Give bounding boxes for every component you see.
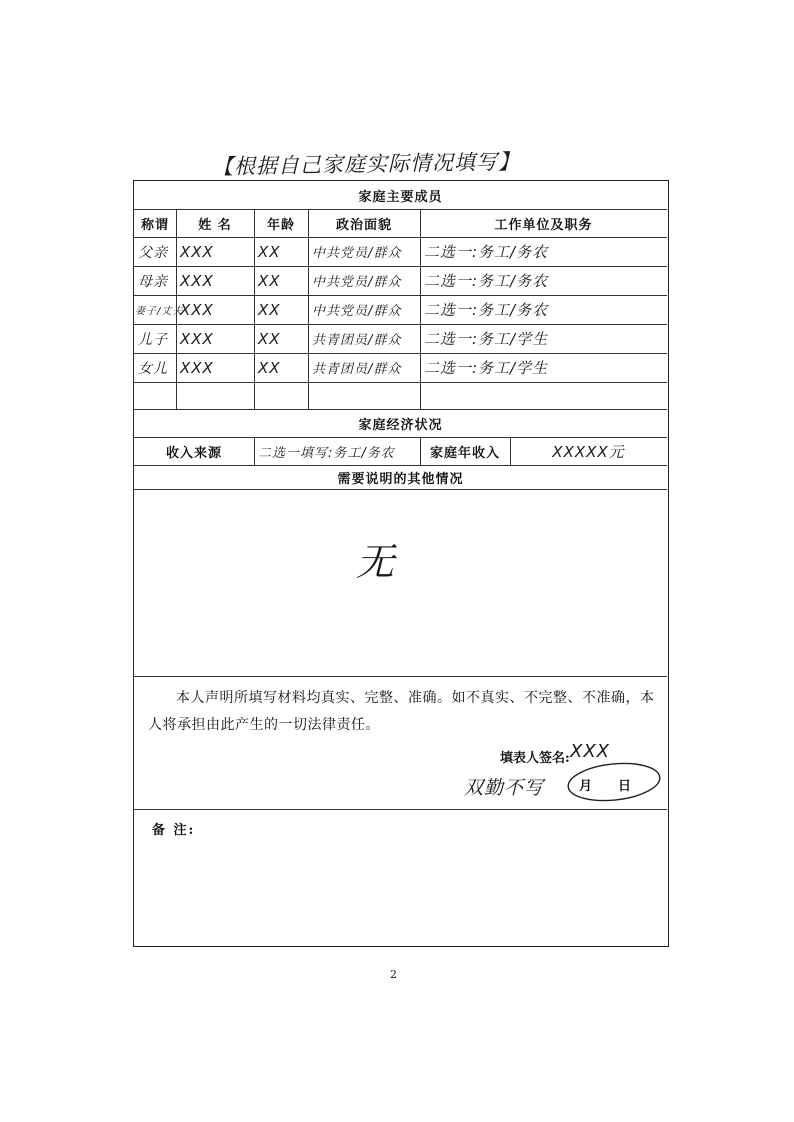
remarks-label: 备 注: <box>152 823 196 838</box>
header-age: 年龄 <box>266 217 295 233</box>
member-name: XXX <box>180 242 214 261</box>
member-name: XXX <box>180 329 214 348</box>
signature-label: 填表人签名: <box>500 751 570 766</box>
member-work: 二选一:务工/学生 <box>424 359 549 377</box>
page-number: 2 <box>390 968 397 981</box>
header-relation: 称谓 <box>140 217 169 233</box>
member-age: XX <box>258 242 281 261</box>
member-relation: 父亲 <box>138 244 168 261</box>
member-work: 二选一:务工/务农 <box>424 301 549 319</box>
member-relation: 儿子 <box>138 331 168 348</box>
income-source-value: 二选一填写:务工/务农 <box>258 445 395 461</box>
day-label: 日 <box>618 779 632 794</box>
month-label: 月 <box>579 779 593 794</box>
member-age: XX <box>258 329 281 348</box>
other-value: 无 <box>356 540 396 584</box>
header-name: 姓 名 <box>198 217 232 233</box>
member-name: XXX <box>180 271 214 290</box>
member-work: 二选一:务工/务农 <box>424 272 549 290</box>
header-work: 工作单位及职务 <box>494 217 593 233</box>
income-source-label: 收入来源 <box>165 445 222 461</box>
member-political: 共青团员/群众 <box>312 362 402 377</box>
family-info-form <box>133 180 669 947</box>
declaration-text: 本人声明所填写材料均真实、完整、准确。如不真实、不完整、不准确，本人将承担由此产生的一切法律责任。 <box>148 690 655 733</box>
member-political: 中共党员/群众 <box>312 246 402 261</box>
date-handwritten: 双勤不写 <box>464 777 545 799</box>
member-age: XX <box>258 300 281 319</box>
signature-value: XXX <box>570 741 610 762</box>
handwritten-title: 【根据自己家庭实际情况填写】 <box>211 149 521 179</box>
annual-income-value: XXXXX元 <box>552 442 625 461</box>
member-relation: 女儿 <box>138 360 168 377</box>
member-work: 二选一:务工/学生 <box>424 330 549 348</box>
member-name: XXX <box>180 358 214 377</box>
member-name: XXX <box>180 300 214 319</box>
section-economic: 家庭经济状况 <box>358 417 443 433</box>
member-work: 二选一:务工/务农 <box>424 243 549 261</box>
section-other: 需要说明的其他情况 <box>337 471 464 487</box>
member-age: XX <box>258 271 281 290</box>
section-family-members: 家庭主要成员 <box>358 189 443 205</box>
member-relation: 妻子/丈夫 <box>135 306 184 317</box>
member-political: 共青团员/群众 <box>312 333 402 348</box>
date-circle-mark <box>564 761 664 803</box>
member-political: 中共党员/群众 <box>312 304 402 319</box>
member-age: XX <box>258 358 281 377</box>
annual-income-label: 家庭年收入 <box>429 445 500 461</box>
member-political: 中共党员/群众 <box>312 275 402 290</box>
member-relation: 母亲 <box>138 273 168 290</box>
header-political: 政治面貌 <box>335 217 392 233</box>
